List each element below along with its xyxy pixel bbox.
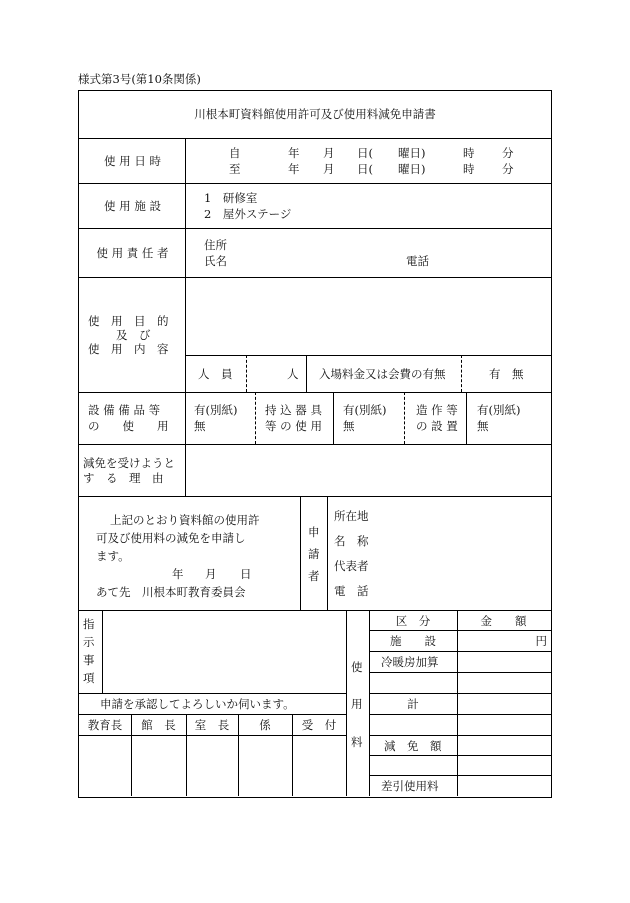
application-text-1: 上記のとおり資料館の使用許 [110,513,260,527]
fee-header-amount: 金 額 [480,614,527,628]
purpose-label-1: 使 用 目 的 [88,314,169,328]
construction-label-1: 造 作 等 [416,403,458,417]
application-date-year: 年 [172,567,184,581]
applicant-label-1: 申 [308,525,320,539]
fee-label-1: 使 [351,660,363,674]
dashed-divider [246,355,247,392]
instructions-label-3: 事 [83,653,95,667]
fee-item-total: 計 [407,697,419,711]
facility-option-1[interactable]: 1 研修室 [204,191,258,205]
date-from-hour: 時 [463,146,475,160]
construction-value-no[interactable]: 無 [477,419,489,433]
applicant-representative-label[interactable]: 代表者 [334,559,369,573]
row-divider [79,496,551,497]
equipment-value-yes[interactable]: 有(別紙) [194,403,238,417]
stamp-superintendent: 教育長 [87,718,123,732]
fee-presence-value[interactable]: 有 無 [489,367,524,381]
row-divider [369,651,551,652]
date-to-weekday: 曜日) [398,162,426,176]
label-column-divider [185,138,186,496]
instructions-label-4: 項 [83,671,95,685]
cell-divider [300,496,301,610]
fee-item-heating: 冷暖房加算 [381,655,439,669]
cell-divider [466,392,467,444]
applicant-address-label[interactable]: 所在地 [334,509,369,523]
date-from-minute: 分 [502,146,514,160]
row-divider [79,693,346,694]
stamp-staff: 係 [259,718,271,732]
application-date-month: 月 [205,567,217,581]
stamp-reception: 受 付 [301,718,337,732]
cell-divider [306,355,307,392]
date-from-day: 日( [357,146,373,160]
applicant-name-label[interactable]: 名 称 [334,534,369,548]
row-divider [369,714,551,715]
dashed-divider [461,355,462,392]
row-divider [369,672,551,673]
persons-unit: 人 [287,367,299,381]
row-divider [79,392,551,393]
instructions-label-1: 指 [83,617,95,631]
fee-presence-label: 入場料金又は会費の有無 [319,367,446,381]
date-from-year: 年 [288,146,300,160]
cell-divider [327,496,328,610]
bringin-value-no[interactable]: 無 [343,419,355,433]
row-divider [79,444,551,445]
purpose-label-3: 使 用 内 容 [88,342,169,356]
date-to-minute: 分 [502,162,514,176]
dashed-divider [404,392,405,444]
fee-header-category: 区 分 [395,614,431,628]
bringin-value-yes[interactable]: 有(別紙) [343,403,387,417]
bringin-label-1: 持 込 器 具 [265,403,322,417]
manager-address-label[interactable]: 住所 [204,238,227,252]
date-to-year: 年 [288,162,300,176]
applicant-label-2: 請 [308,547,320,561]
row-divider [79,228,551,229]
fee-item-net: 差引使用料 [381,779,439,793]
construction-value-yes[interactable]: 有(別紙) [477,403,521,417]
date-to-month: 月 [323,162,335,176]
dashed-divider [255,392,256,444]
addressee: あて先 川根本町教育委員会 [96,585,246,599]
row-divider [369,735,551,736]
application-date-day: 日 [240,567,252,581]
cell-divider [346,610,347,796]
fee-value-facility[interactable]: 円 [535,634,547,648]
stamp-section-chief: 室 長 [194,718,230,732]
cell-divider [102,610,103,693]
approval-text: 申請を承認してよろしいか伺います。 [100,697,295,711]
applicant-phone-label[interactable]: 電 話 [334,584,369,598]
reason-label-1: 減免を受けようと [83,456,175,470]
persons-label: 人 員 [198,367,233,381]
equipment-label-1: 設 備 備 品 等 [88,403,161,417]
row-divider [369,755,551,756]
row-divider [79,277,551,278]
date-to-hour: 時 [463,162,475,176]
row-divider [79,714,346,715]
fee-label-3: 料 [351,735,363,749]
row-divider [79,183,551,184]
date-from-month: 月 [323,146,335,160]
row-divider [185,355,551,356]
reason-label-2: す る 理 由 [83,471,164,485]
date-to-prefix: 至 [229,162,241,176]
purpose-label-2: 及 び [116,328,151,342]
application-text-2: 可及び使用料の減免を申請し [96,531,246,545]
bringin-label-2: 等 の 使 用 [265,419,322,433]
construction-label-2: の 設 置 [416,419,458,433]
cell-divider [333,392,334,444]
date-from-weekday: 曜日) [398,146,426,160]
row-divider [79,138,551,139]
manager-name-label[interactable]: 氏名 [204,254,227,268]
fee-item-exemption: 減 免 額 [384,739,442,753]
date-to-day: 日( [357,162,373,176]
form-number: 様式第3号(第10条関係) [78,72,201,86]
fee-label-2: 用 [351,697,363,711]
facility-label: 使 用 施 設 [104,199,161,213]
row-divider [369,693,551,694]
form-title: 川根本町資料館使用許可及び使用料減免申請書 [194,107,436,121]
row-divider [369,630,551,631]
date-from-prefix: 自 [229,146,241,160]
manager-phone-label[interactable]: 電話 [406,254,429,268]
row-divider [79,610,551,611]
row-divider [369,775,551,776]
fee-item-facility: 施 設 [390,634,436,648]
stamp-director: 館 長 [141,718,176,732]
application-text-3: ます。 [96,549,130,563]
manager-label: 使 用 責 任 者 [96,246,169,260]
row-divider [79,735,346,736]
facility-option-2[interactable]: 2 屋外ステージ [204,207,292,221]
equipment-value-no[interactable]: 無 [194,419,206,433]
applicant-label-3: 者 [308,569,320,583]
date-label: 使 用 日 時 [104,154,161,168]
instructions-label-2: 示 [83,635,95,649]
equipment-label-2: の 使 用 [88,419,169,433]
